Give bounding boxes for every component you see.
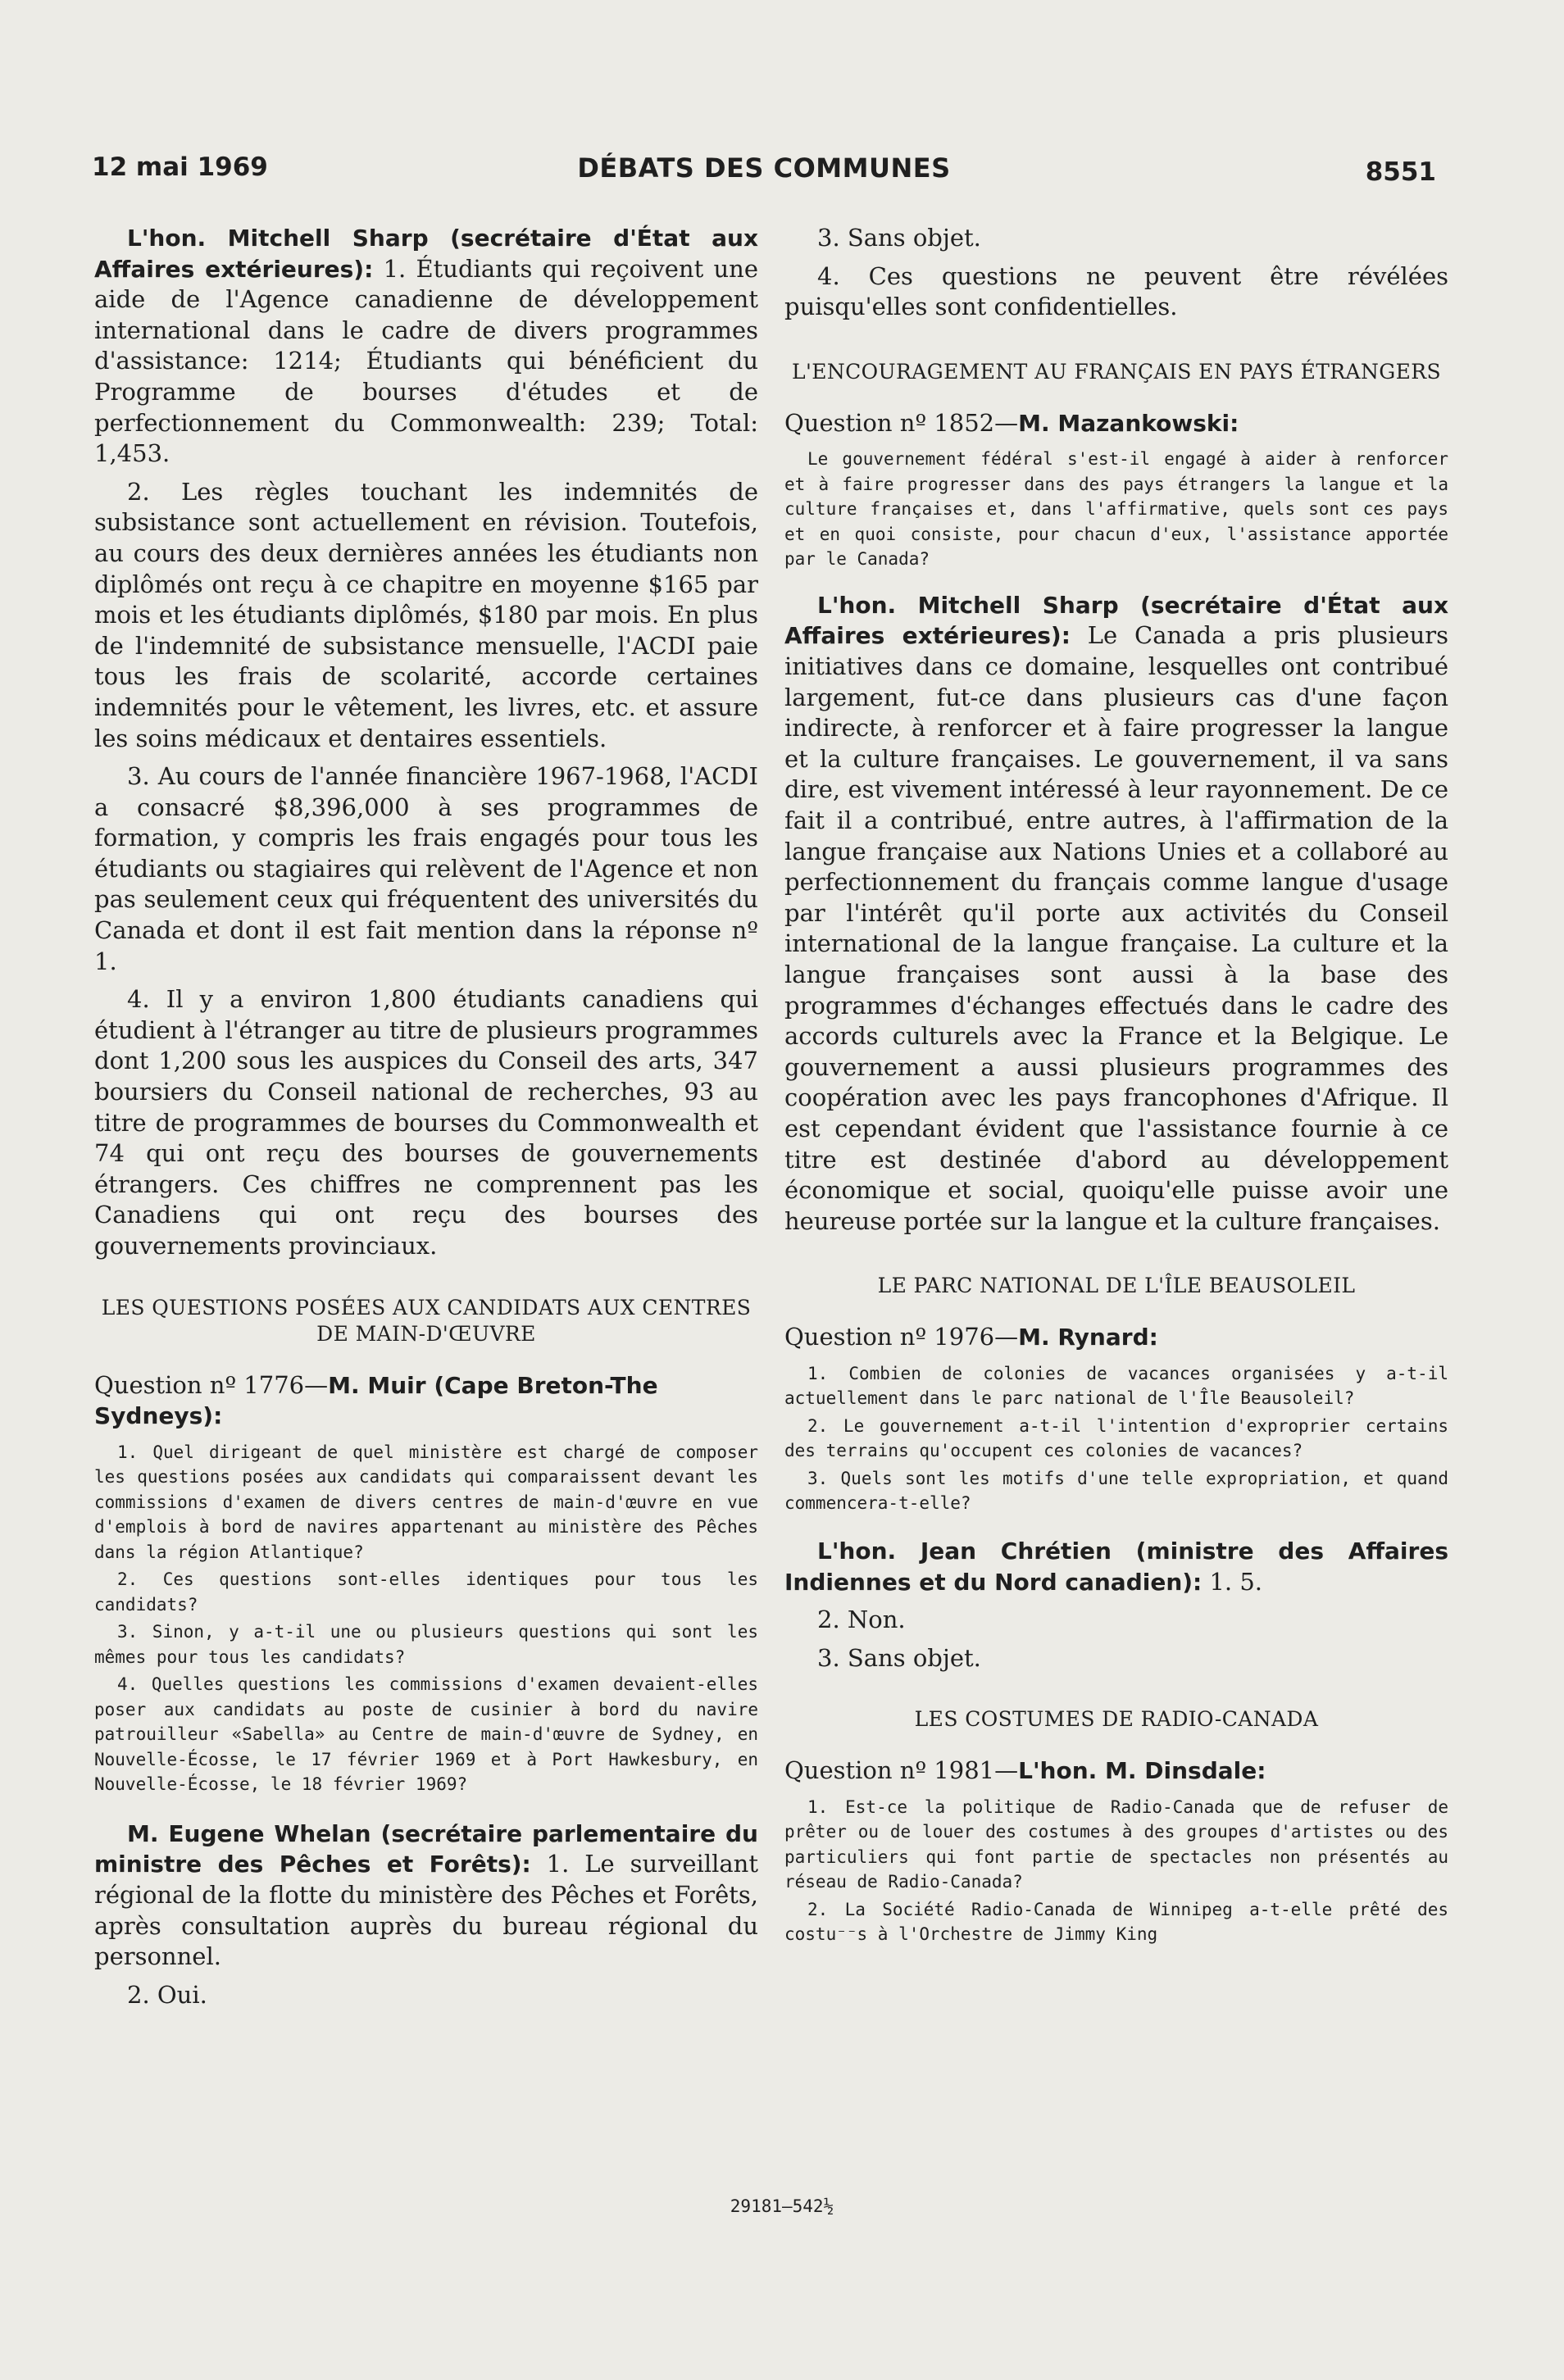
question-title [784,1322,1448,1353]
sharp-answer-paragraph-2 [784,590,1448,1237]
question-item: 3. Sinon, y a-t-il une ou plusieurs questions qui sont les mêmes pour tous les candidats? [94,1622,758,1667]
page-footer-code: 29181—542½ [730,2196,834,2216]
section-heading: LES COSTUMES DE RADIO-CANADA [914,1707,1319,1732]
answer-text: 1. 5. [1202,1567,1263,1596]
answer-paragraph: 2. Oui. [127,1980,207,2009]
speaker-name: M. Mazankowski: [1018,409,1239,437]
question-title [784,1755,1448,1787]
section-heading: LES QUESTIONS POSÉES AUX CANDIDATS AUX CENTRES DE MAIN-D'ŒUVRE [101,1295,752,1346]
left-column [94,223,758,2018]
speaker-name: L'hon. Mitchell Sharp (secrétaire d'État aux Affaires extérieures): [784,591,1448,650]
answer-paragraph-2: 2. Les règles touchant les indemnités de subsistance sont actuellement en révision. Toutefois, au cours des deux dernières années les étudiants non diplômés ont reçu à ce chapitre en moyenne $165 par mois et les étudiants diplômés, $180 par mois. En plus de l'indemnité de subsistance mensuelle, l'ACDI paie tous les frais de scolarité, accorde certaines indemnités pour le vêtement, les livres, etc. et assure les soins médicaux et dentaires essentiels. [94,477,758,752]
question-item: 1. Est-ce la politique de Radio-Canada que de refuser de prêter ou de louer des costumes à des groupes d'artistes ou des particuliers qui font partie de spectacles non présentés au réseau de Radio-Canada? [784,1796,1448,1892]
question-item: 3. Quels sont les motifs d'une telle expropriation, et quand commencera-t-elle? [784,1468,1448,1514]
answer-paragraph-4: 4. Il y a environ 1,800 étudiants canadiens qui étudient à l'étranger au titre de plusieurs programmes dont 1,200 sous les auspices du Conseil des arts, 347 boursiers du Conseil national de recherches, 93 au titre de programmes de bourses du Commonwealth et 74 qui ont reçu des bourses de gouvernements étrangers. Ces chiffres ne comprennent pas les Canadiens qui ont reçu des bourses des gouvernements provinciaux. [94,985,758,1260]
question-item: 1. Quel dirigeant de quel ministère est chargé de composer les questions posées aux candidats qui comparaissent devant les commissions d'examen de divers centres de main-d'œuvre en vue d'emplois à bord de navires appartenant au ministère des Pêches dans la région Atlantique? [94,1442,758,1562]
speaker-name: M. Muir (Cape Breton-The Sydneys): [94,1371,658,1430]
chretien-answer-paragraph [784,1536,1448,1597]
answer-paragraph: 3. Sans objet. [817,224,981,252]
question-title [784,408,1448,439]
whelan-answer-paragraph [94,1819,758,1973]
answer-text: 1. Étudiants qui reçoivent une aide de l'Agence canadienne de développement international dans le cadre de divers programmes d'assistance: 1214; Étudiants qui bénéficient du Programme de bourses d'études et de perfectionnement du Commonwealth: 239; Total: 1,453. [94,254,758,468]
answer-paragraph: 4. Ces questions ne peuvent être révélées puisqu'elles sont confidentielles. [784,261,1448,321]
question-title [94,1370,758,1432]
speaker-name: L'hon. Mitchell Sharp (secrétaire d'État aux Affaires extérieures): [94,225,758,283]
question-item: 1. Combien de colonies de vacances organisées y a-t-il actuellement dans le parc national de l'Île Beausoleil? [784,1363,1448,1409]
section-heading: LE PARC NATIONAL DE L'ÎLE BEAUSOLEIL [877,1274,1356,1298]
sharp-answer-paragraph [94,223,758,470]
right-column [784,223,1448,1950]
question-number: Question nº 1976— [784,1323,1019,1351]
question-number: Question nº 1981— [784,1756,1019,1785]
speaker-name: L'hon. Jean Chrétien (ministre des Affaires Indiennes et du Nord canadien): [784,1537,1448,1596]
page-number: 8551 [1365,157,1436,187]
question-item: 2. Le gouvernement a-t-il l'intention d'exproprier certains des terrains qu'occupent ces colonies de vacances? [784,1415,1448,1461]
running-head [92,152,1436,188]
answer-paragraph: 2. Non. [817,1606,906,1634]
section-heading: L'ENCOURAGEMENT AU FRANÇAIS EN PAYS ÉTRANGERS [791,359,1442,384]
header-date: 12 mai 1969 [92,152,268,182]
answer-text: Le Canada a pris plusieurs initiatives dans ce domaine, lesquelles ont contribué largement, fut-ce dans plusieurs cas d'une façon indirecte, à renforcer et à faire progresser la langue et la culture françaises. Le gouvernement, il va sans dire, est vivement intéressé à leur rayonnement. De ce fait il a contribué, entre autres, à l'affirmation de la langue française aux Nations Unies et a collaboré au perfectionnement du français comme langue d'usage par l'intérêt qu'il porte aux activités du Conseil international de la langue française. La culture et la langue françaises sont aussi à la base des programmes d'échanges effectués dans le cadre des accords culturels avec la France et la Belgique. Le gouvernement a aussi plusieurs programmes des coopération avec les pays francophones d'Afrique. Il est cependant évident que l'assistance fournie à ce titre est destinée d'abord au développement économique et social, quoiqu'elle puisse avoir une heureuse portée sur la langue et la culture françaises. [784,621,1448,1235]
answer-paragraph: 3. Sans objet. [817,1643,981,1672]
question-number: Question nº 1776— [94,1370,329,1399]
answer-text: 1. Le surveillant régional de la flotte du ministère des Pêches et Forêts, après consultation auprès du bureau régional du personnel. [94,1850,758,1971]
speaker-name: M. Eugene Whelan (secrétaire parlementaire du ministre des Pêches et Forêts): [94,1819,758,1878]
speaker-name: M. Rynard: [1018,1324,1158,1351]
question-item: Le gouvernement fédéral s'est-il engagé à aider à renforcer et à faire progresser dans des pays étrangers la langue et la culture françaises et, dans l'affirmative, quels sont ces pays et en quoi consiste, pour chacun d'eux, l'assistance apportée par le Canada? [784,449,1448,570]
question-item: 4. Quelles questions les commissions d'examen devaient-elles poser aux candidats au poste de cusinier à bord du navire patrouilleur «Sabella» au Centre de main-d'œuvre de Sydney, en Nouvelle-Écosse, le 17 février 1969 et à Port Hawkesbury, en Nouvelle-Écosse, le 18 février 1969? [94,1674,758,1795]
question-number: Question nº 1852— [784,408,1019,437]
question-item: 2. Ces questions sont-elles identiques pour tous les candidats? [94,1569,758,1615]
speaker-name: L'hon. M. Dinsdale: [1018,1757,1266,1785]
answer-paragraph-3: 3. Au cours de l'année financière 1967-1968, l'ACDI a consacré $8,396,000 à ses programmes de formation, y compris les frais engagés pour tous les étudiants ou stagiaires qui relèvent de l'Agence et non pas seulement ceux qui fréquentent des universités du Canada et dont il est fait mention dans la réponse nº 1. [94,762,758,975]
question-item: 2. La Société Radio-Canada de Winnipeg a-t-elle prêté des costu⁻⁻s à l'Orchestre de Jimmy King [784,1899,1448,1945]
header-title: DÉBATS DES COMMUNES [577,152,951,184]
